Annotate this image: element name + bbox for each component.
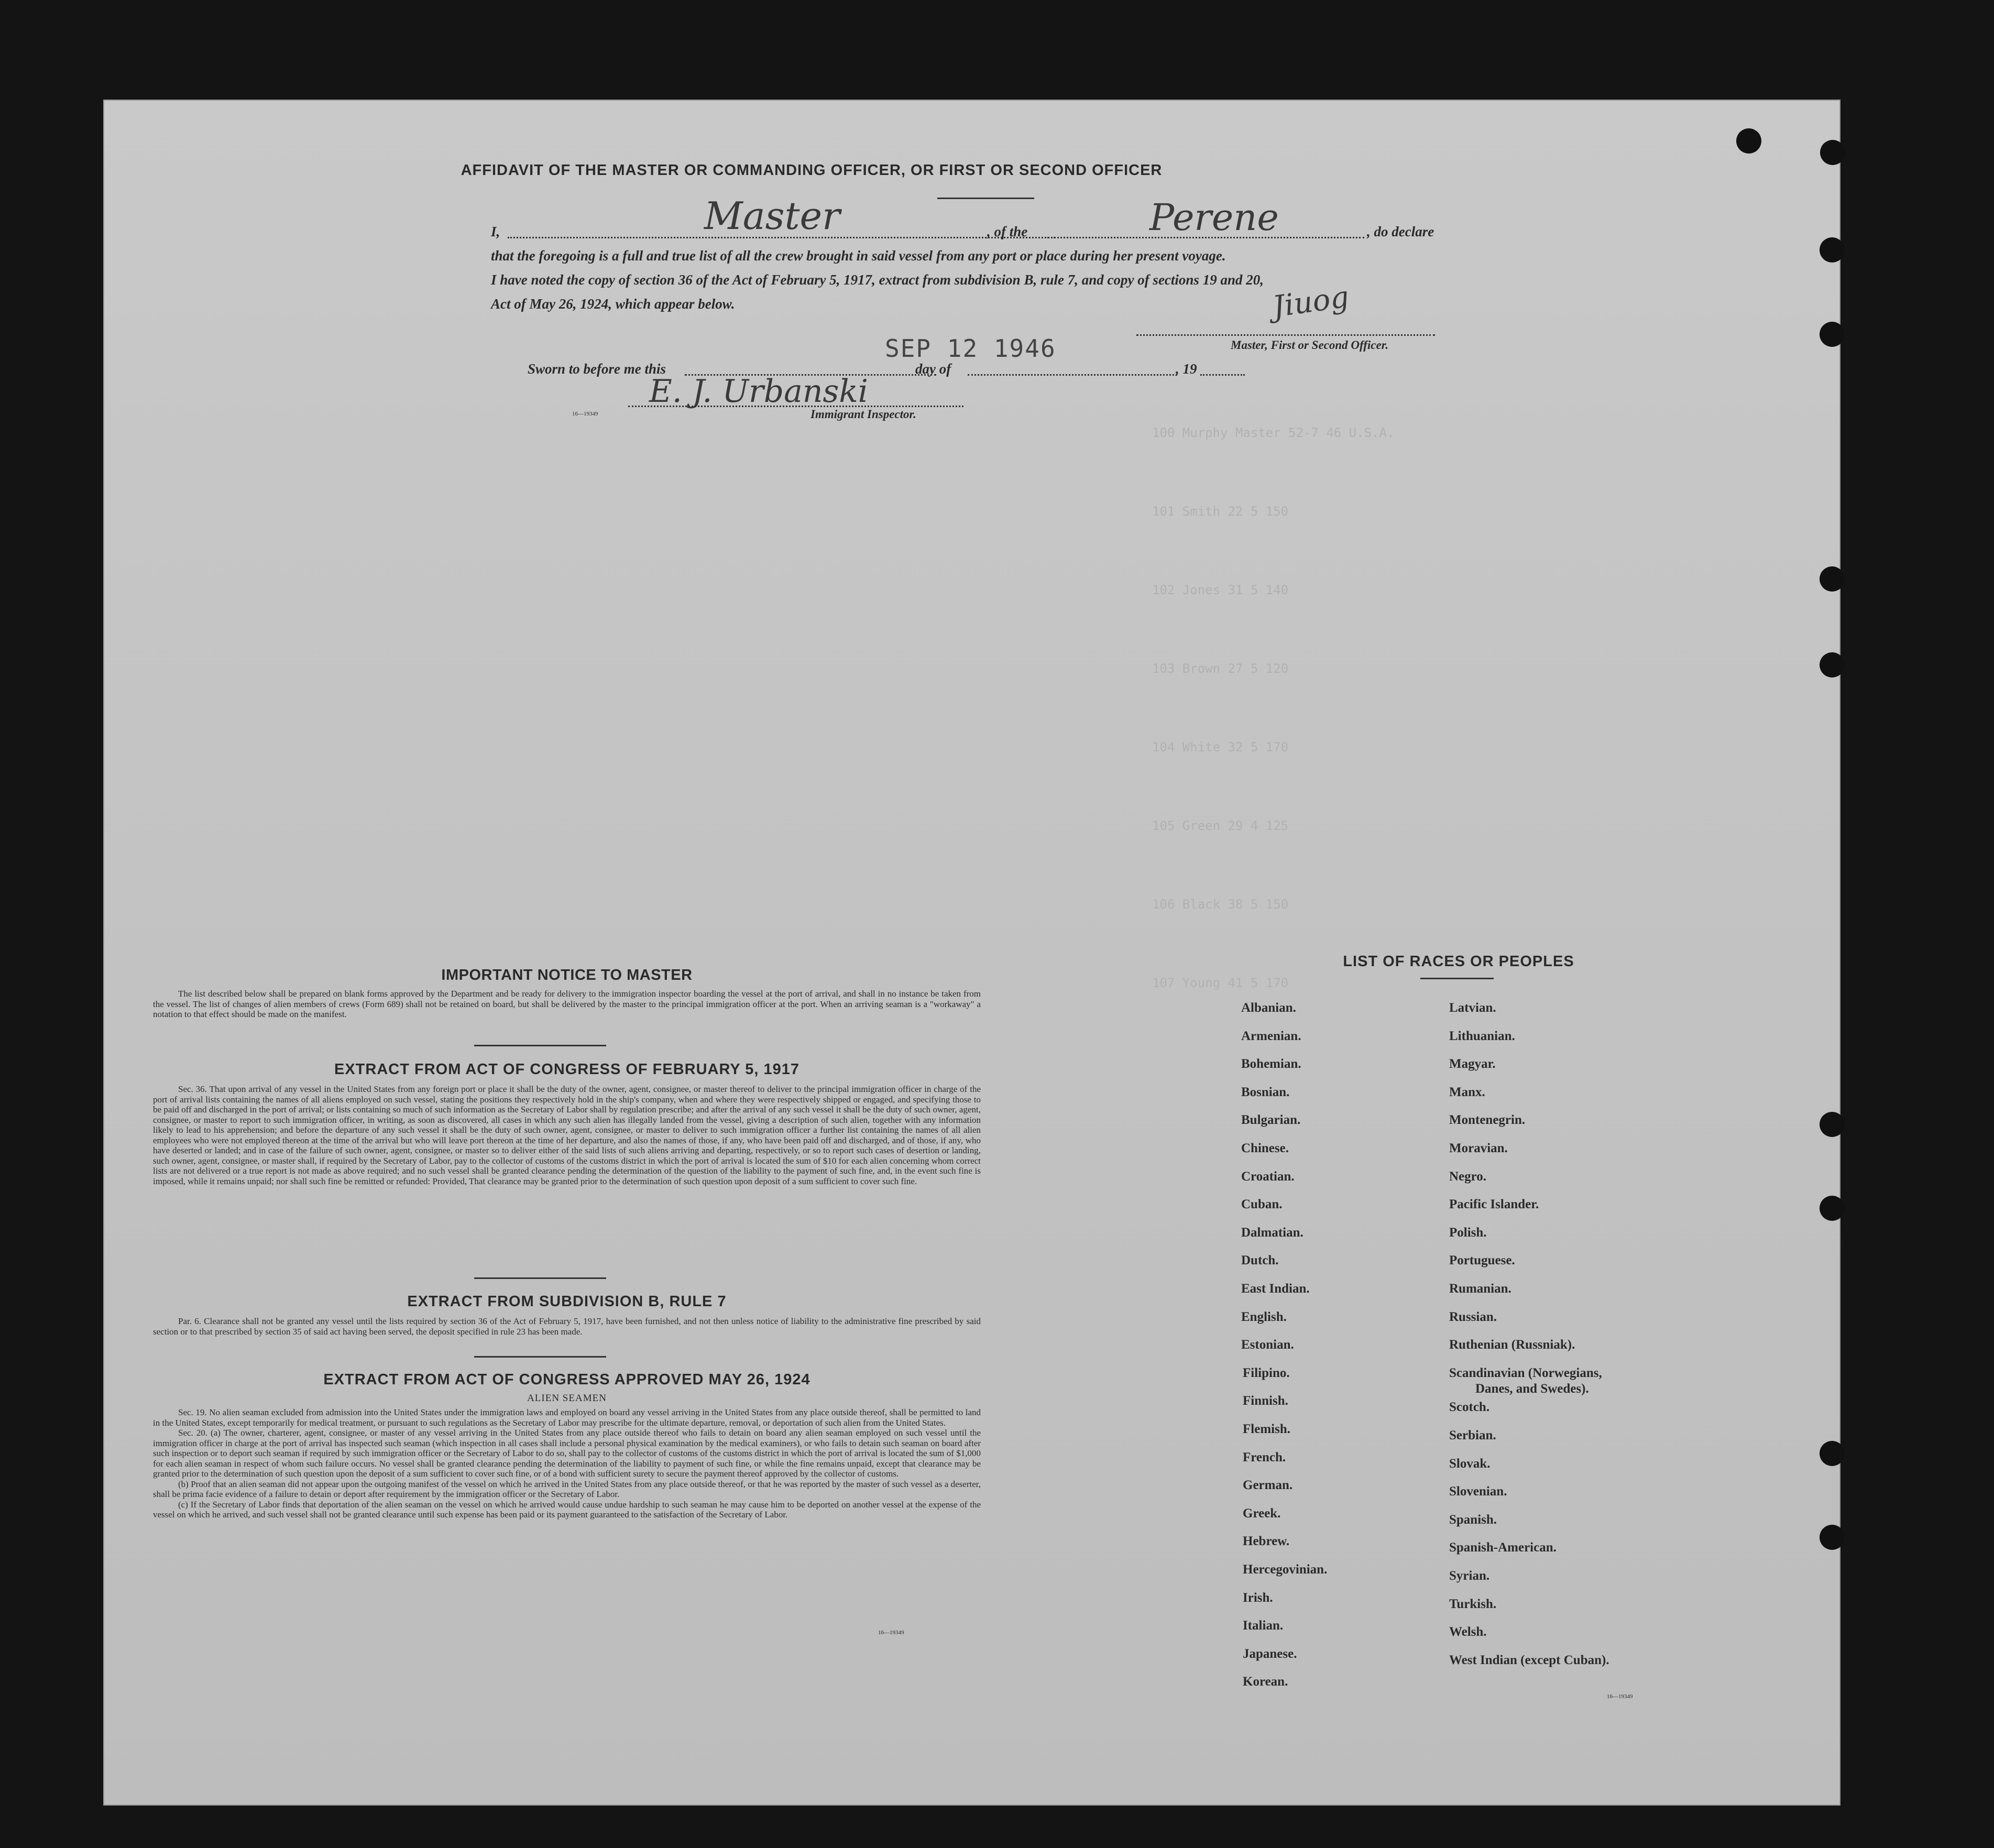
divider — [474, 1277, 606, 1279]
alien-seamen-subtitle: ALIEN SEAMEN — [527, 1393, 607, 1404]
race-item: Latvian. — [1449, 1001, 1496, 1015]
race-item: Danes, and Swedes). — [1475, 1381, 1589, 1396]
race-item: Irish. — [1243, 1590, 1273, 1605]
race-item: Hercegovinian. — [1243, 1562, 1328, 1577]
binder-hole — [1820, 1525, 1845, 1550]
race-item: Magyar. — [1449, 1057, 1496, 1071]
binder-hole — [1820, 1196, 1845, 1221]
section-20a: Sec. 20. (a) The owner, charterer, agent, consignee, or master of any vessel arriving in the United States from any place outside thereof who fails to detain on board any alien seaman employed on such vessel until the immigration officer in charge at the port of arrival has inspected such seaman (which inspection in all cases shall include a personal physical examination by the medical examiners), or who fails to detain such seaman on board after such inspection or to deport such seaman if required by such immigration officer or the Secretary of Labor to do so, shall pay to the collector of customs of the customs district in which the port of arrival is located the sum of $1,000 for each alien seaman in respect of whom such failure occurs. No vessel shall be granted clearance pending the determination of the liability to payment of such fine, or while the fine remains unpaid, except that clearance may be granted prior to the determination of such question upon the deposit of a sum sufficient to cover such fine, or of a bond with sufficient surety to secure the payment thereof approved by the collector of customs. — [153, 1428, 981, 1479]
signature-line — [1136, 334, 1435, 336]
race-item: German. — [1243, 1478, 1293, 1493]
race-item: Cuban. — [1241, 1197, 1283, 1212]
race-item: Finnish. — [1243, 1394, 1288, 1408]
affidavit-line-3: I have noted the copy of section 36 of the Act of February 5, 1917, extract from subdivision B, rule 7, and copy of sections 19 and 20, — [491, 272, 1264, 288]
extract-1917-body: Sec. 36. That upon arrival of any vessel in the United States from any foreign port or place it shall be the duty of the owner, agent, consignee, or master thereof to deliver to the principal immigration officer in charge of the port of arrival lists containing the names of all aliens employed on such vessel, stating the positions they respectively hold in the ship's company, when and where they were respectively shipped or engaged, and specifying those to be paid off and discharged in the port of arrival; or lists containing so much of such information as the Secretary of Labor shall by regulation prescribe; and after the arrival of any such vessel it shall be the duty of such owner, agent, consignee, or master to report to such immigration officer, in writing, as soon as discovered, all cases in which any such alien has illegally landed from the vessel, giving a description of such alien, together with any information likely to lead to his apprehension; and before the departure of any such vessel it shall be the duty of such owner, agent, consignee, or master to deliver to such immigration officer a further list containing the names of all alien employees who were not employed thereon at the time of the arrival but who will leave port thereon at the time of her departure, and also the names of those, if any, who have been paid off and discharged, and of those, if any, who have deserted or landed; and in case of the failure of such owner, agent, consignee, or master so to deliver either of the said lists of such aliens arriving and departing, respectively, or so to report such cases of desertion or landing, such owner, agent, consignee, or master shall, if required by the Secretary of Labor, pay to the collector of customs of the customs district in which the port of arrival is located the sum of $10 for each alien concerning whom correct lists are not delivered or a true report is not made as above required; and no such vessel shall be granted clearance pending the determination of the question of the liability to the payment of such fine, and, in the event such fine is imposed, while it remains unpaid; nor shall such fine be remitted or refunded: Provided, That clearance may be granted prior to the determination of such question upon deposit of a sum sufficient to cover such fine. — [153, 1084, 981, 1186]
i-label: I, — [491, 224, 500, 239]
race-item: Turkish. — [1449, 1597, 1497, 1611]
race-item: Polish. — [1449, 1225, 1487, 1240]
race-item: Slovak. — [1449, 1456, 1491, 1471]
race-item: Ruthenian (Russniak). — [1449, 1338, 1575, 1352]
race-item: Bohemian. — [1241, 1057, 1301, 1071]
race-item: Japanese. — [1243, 1646, 1297, 1661]
race-item: Rumanian. — [1449, 1282, 1511, 1296]
year-label: , 19 — [1176, 361, 1197, 377]
section-19: Sec. 19. No alien seaman excluded from admission into the United States under the immigration laws and employed on board any vessel arriving in the United States from any place outside thereof, shall be permitted to land in the United States, except temporarily for medical treatment, or pursuant to such regulations as the Secretary of Labor may prescribe for the ultimate departure, removal, or deportation of such alien from the United States. — [153, 1407, 981, 1428]
race-item: Hebrew. — [1243, 1534, 1290, 1549]
name-handwritten: Master — [704, 194, 840, 238]
race-item: Russian. — [1449, 1309, 1497, 1324]
form-number: 16—19349 — [1607, 1693, 1633, 1700]
vessel-handwritten: Perene — [1149, 196, 1279, 239]
race-item: Serbian. — [1449, 1428, 1496, 1442]
form-page: 100 Murphy Master 52-7 46 U.S.A. 101 Smith 22 5 150 102 Jones 31 5 140 103 Brown 27 5 120 104 White 32 5 170 105 Green 29 4 125 106 Black 38 5 150 107 Young 41 5 170 AFFIDAVIT OF THE MASTER OR COMMANDING OFFICER, OR FIRST OR SECOND OFFICER I, Master , of the Perene , do declare that the foregoing is a full and true list of all the crew brought in said vessel from any port or place during her present voyage. I have noted the copy of section 36 of the Act of February 5, 1917, extract from subdivision B, rule 7, and copy of sections 19 and 20, Act of May 26, 1924, which appear below. Jiuog Master, First or Second Officer. SEP 12 1946 Sworn to before me this day of , 19 E. J. Urbanski 16—19349 Immigrant Inspector. IMPORTANT NOTICE TO MASTER The list described below shall be prepared on blank forms approved by the Department and be ready for delivery to the immigration inspector boarding the vessel at the port of arrival, and shall in no instance be taken from the vessel. The list of changes of alien members of crews (Form 689) shall not be retained on board, but shall be delivered by the master to the principal immigration officer at the port. When an arriving seaman is a "workaway" a notation to that effect should be made on the manifest. EXTRACT FROM ACT OF CONGRESS OF FEBRUARY 5, 1917 Sec. 36. That upon arrival of any vessel in the United States from any foreign port or place it shall be the duty of the owner, agent, consignee, or master thereof to deliver to the principal immigration officer in charge of the port of arrival lists containing the names of all aliens employed on such vessel, stating the positions they respectively hold in the ship's company, when and where they were respectively shipped or engaged, and specifying those to be paid off and discharged in the port of arrival; or lists containing so much of such information as the Secretary of Labor shall by regulation prescribe; and after the arrival of any such vessel it shall be the duty of such owner, agent, consignee, or master to report to such immigration officer, in writing, as soon as discovered, all cases in which any such alien has illegally landed from the vessel, giving a description of such alien, together with any information likely to lead to his apprehension; and before the departure of any such vessel it shall be the duty of such owner, agent, consignee, or master to deliver to such immigration officer a further list containing the names of all alien employees who were not employed thereon at the time of the arrival but who will leave port thereon at the time of her departure, and also the names of those, if any, who have been paid off and discharged, and of those, if any, who have deserted or landed; and in case of the failure of such owner, agent, consignee, or master so to deliver either of the said lists of such aliens arriving and departing, respectively, or so to report such cases of desertion or landing, such owner, agent, consignee, or master shall, if required by the Secretary of Labor, pay to the collector of customs of the customs district in which the port of arrival is located the sum of $10 for each alien concerning whom correct lists are not delivered or a true report is not made as above required; and no such vessel shall be granted clearance pending the determination of the question of the liability to the payment of such fine, and, in the event such fine is imposed, while it remains unpaid; nor shall such fine be remitted or refunded: Provided, That clearance may be granted prior to the determination of such question upon deposit of a sum sufficient to cover such fine. EXTRACT FROM SUBDIVISION B, RULE 7 Par. 6. Clearance shall not be granted any vessel until the lists required by section 36 of the Act of February 5, 1917, have been furnished, and not then unless notice of liability to the administrative fine prescribed by said section or to that prescribed by section 35 of said act having been served, the deposit specified in rule 23 has been made. EXTRACT FROM ACT OF CONGRESS APPROVED MAY 26, 1924 ALIEN SEAMEN Sec. 19. No alien seaman excluded from admission into the United States under the immigration laws and employed on board any vessel arriving in the United States from any place outside thereof, shall be permitted to land in the United States, except temporarily for medical treatment, or pursuant to such regulations as the Secretary of Labor may prescribe for the ultimate departure, removal, or deportation of such alien from the United States. Sec. 20. (a) The owner, charterer, agent, consignee, or master of any vessel arriving in the United States from any place outside thereof who fails to detain on board any alien seaman employed on such vessel until the immigration officer in charge at the port of arrival has inspected such seaman (which inspection in all cases shall include a personal physical examination by the medical examiners), or who fails to detain such seaman on board after such inspection or to deport such seaman if required by such immigration officer or the Secretary of Labor to do so, shall pay to the collector of customs of the customs district in which the port of arrival is located the sum of $1,000 for each alien seaman in respect of whom such failure occurs. No vessel shall be granted clearance pending the determination of the liability to payment of such fine, or while the fine remains unpaid, except that clearance may be granted prior to the determination of such question upon the deposit of a sum sufficient to cover such fine, or of a bond with sufficient surety to secure the payment thereof approved by the collector of customs. (b) Proof that an alien seaman did not appear upon the outgoing manifest of the vessel on which he arrived in the United States from any place outside thereof, or that he was reported by the master of such vessel as a deserter, shall be prima facie evidence of a failure to detain or deport after requirement by the immigration officer or the Secretary of Labor. (c) If the Secretary of Labor finds that deportation of the alien seaman on the vessel on which he arrived would cause undue hardship to such seaman he may cause him to be deported on another vessel at the expense of the vessel on which he arrived, and such vessel shall not be granted clearance until such expense has been paid or its payment guaranteed to the satisfaction of the Secretary of Labor. 16—19349 LIST OF RACES OR PEOPLES Albanian. Armenian. Bohemian. Bosnian. Bulgarian. Chinese. Croatian. Cuban. Dalmatian. Dutch. East Indian. English. Estonian. Filipino. Finnish. Flemish. French. German. Greek. Hebrew. Hercegovinian. Irish. Italian. Japanese. Korean. Latvian. Lithuanian. Magyar. Manx. Montenegrin. Moravian. Negro. Pacific Islander. Polish. Portuguese. Rumanian. Russian. Ruthenian (Russniak). Scandinavian (Norwegians, Danes, and Swedes). Scotch. Serbian. Slovak. Slovenian. Spanish. Spanish-American. Syrian. Turkish. Welsh. West Indian (except Cuban). 16—19349 — [103, 100, 1840, 1806]
day-of-label: day of — [915, 361, 951, 377]
race-item: Flemish. — [1243, 1422, 1290, 1436]
race-item: Spanish-American. — [1449, 1540, 1557, 1555]
sworn-label: Sworn to before me this — [528, 361, 666, 377]
race-item: Armenian. — [1241, 1029, 1301, 1043]
race-item: East Indian. — [1241, 1282, 1310, 1296]
race-item: Slovenian. — [1449, 1484, 1507, 1499]
divider — [1420, 978, 1494, 979]
inspector-signature: E. J. Urbanski — [649, 373, 868, 410]
inspector-line — [628, 406, 963, 407]
master-caption: Master, First or Second Officer. — [1231, 338, 1389, 352]
binder-hole — [1820, 566, 1845, 592]
race-item: Manx. — [1449, 1085, 1485, 1099]
race-item: Scandinavian (Norwegians, — [1449, 1365, 1602, 1380]
binder-hole — [1736, 128, 1761, 154]
divider — [474, 1045, 606, 1046]
notice-body: The list described below shall be prepared on blank forms approved by the Department and be ready for delivery to the immigration inspector boarding the vessel at the port of arrival, and shall in no instance be taken from the vessel. The list of changes of alien members of crews (Form 689) shall not be retained on board, but shall be delivered by the master to the principal immigration officer at the port. When an arriving seaman is a "workaway" a notation to that effect should be made on the manifest. — [153, 989, 981, 1019]
rule7-title: EXTRACT FROM SUBDIVISION B, RULE 7 — [407, 1293, 727, 1310]
race-item: Chinese. — [1241, 1141, 1289, 1155]
race-item: Lithuanian. — [1449, 1029, 1515, 1043]
binder-hole — [1820, 1441, 1845, 1466]
race-item: Filipino. — [1243, 1365, 1290, 1380]
binder-hole — [1820, 1112, 1845, 1137]
race-item: Greek. — [1243, 1506, 1281, 1521]
divider — [937, 198, 1034, 199]
race-item: Spanish. — [1449, 1512, 1497, 1527]
rule7-body: Par. 6. Clearance shall not be granted any vessel until the lists required by section 36 of the Act of February 5, 1917, have been furnished, and not then unless notice of liability to the administrative fine prescribed by said section or to that prescribed by section 35 of said act having been served, the deposit specified in rule 23 has been made. — [153, 1316, 981, 1337]
race-item: Korean. — [1243, 1675, 1288, 1689]
race-item: English. — [1241, 1309, 1287, 1324]
divider — [474, 1356, 606, 1358]
race-item: Dalmatian. — [1241, 1225, 1303, 1240]
race-item: Pacific Islander. — [1449, 1197, 1539, 1212]
race-item: French. — [1243, 1450, 1286, 1464]
race-item: Dutch. — [1241, 1253, 1279, 1268]
sworn-year-line — [1200, 374, 1245, 376]
section-20b: (b) Proof that an alien seaman did not appear upon the outgoing manifest of the vessel on which he arrived in the United States from any place outside thereof, or that he was reported by the master of such vessel as a deserter, shall be prima facie evidence of a failure to detain or deport after requirement by the immigration officer or the Secretary of Labor. — [153, 1479, 981, 1499]
race-item: Portuguese. — [1449, 1253, 1515, 1268]
binder-hole — [1820, 237, 1845, 263]
binder-hole — [1820, 652, 1845, 677]
race-item: Welsh. — [1449, 1625, 1487, 1639]
affidavit-line-2: that the foregoing is a full and true list of all the crew brought in said vessel from any port or place during her present voyage. — [491, 248, 1226, 264]
race-item: Montenegrin. — [1449, 1113, 1526, 1128]
race-item: Bulgarian. — [1241, 1113, 1301, 1128]
extract-1917-title: EXTRACT FROM ACT OF CONGRESS OF FEBRUARY 5, 1917 — [334, 1061, 800, 1078]
races-title: LIST OF RACES OR PEOPLES — [1343, 953, 1574, 970]
date-stamp: SEP 12 1946 — [885, 334, 1056, 363]
extract-1924-title: EXTRACT FROM ACT OF CONGRESS APPROVED MAY 26, 1924 — [323, 1371, 810, 1388]
race-item: Negro. — [1449, 1169, 1487, 1184]
section-20c: (c) If the Secretary of Labor finds that deportation of the alien seaman on the vessel on which he arrived would cause undue hardship to such seaman he may cause him to be deported on another vessel at the expense of the vessel on which he arrived, and such vessel shall not be granted clearance until such expense has been paid or its payment guaranteed to the satisfaction of the Secretary of Labor. — [153, 1499, 981, 1519]
race-item: West Indian (except Cuban). — [1449, 1653, 1609, 1667]
race-item: Syrian. — [1449, 1569, 1490, 1583]
race-item: Albanian. — [1241, 1001, 1296, 1015]
binder-hole — [1820, 140, 1845, 165]
race-item: Italian. — [1243, 1619, 1284, 1633]
race-item: Moravian. — [1449, 1141, 1508, 1155]
race-item: Estonian. — [1241, 1338, 1294, 1352]
race-item: Croatian. — [1241, 1169, 1295, 1184]
declare-label: , do declare — [1367, 224, 1434, 239]
affidavit-title: AFFIDAVIT OF THE MASTER OR COMMANDING OFFICER, OR FIRST OR SECOND OFFICER — [461, 162, 1163, 179]
sworn-month-line — [968, 374, 1177, 376]
of-the-label: , of the — [987, 224, 1028, 239]
race-item: Scotch. — [1449, 1400, 1490, 1415]
form-number: 16—19349 — [572, 411, 598, 417]
race-item: Bosnian. — [1241, 1085, 1290, 1099]
notice-title: IMPORTANT NOTICE TO MASTER — [441, 967, 693, 983]
affidavit-line-4: Act of May 26, 1924, which appear below. — [491, 296, 735, 312]
inspector-caption: Immigrant Inspector. — [810, 408, 916, 421]
master-signature: Jiuog — [1270, 280, 1351, 324]
form-number: 16—19349 — [878, 1630, 904, 1636]
binder-hole — [1820, 322, 1845, 347]
